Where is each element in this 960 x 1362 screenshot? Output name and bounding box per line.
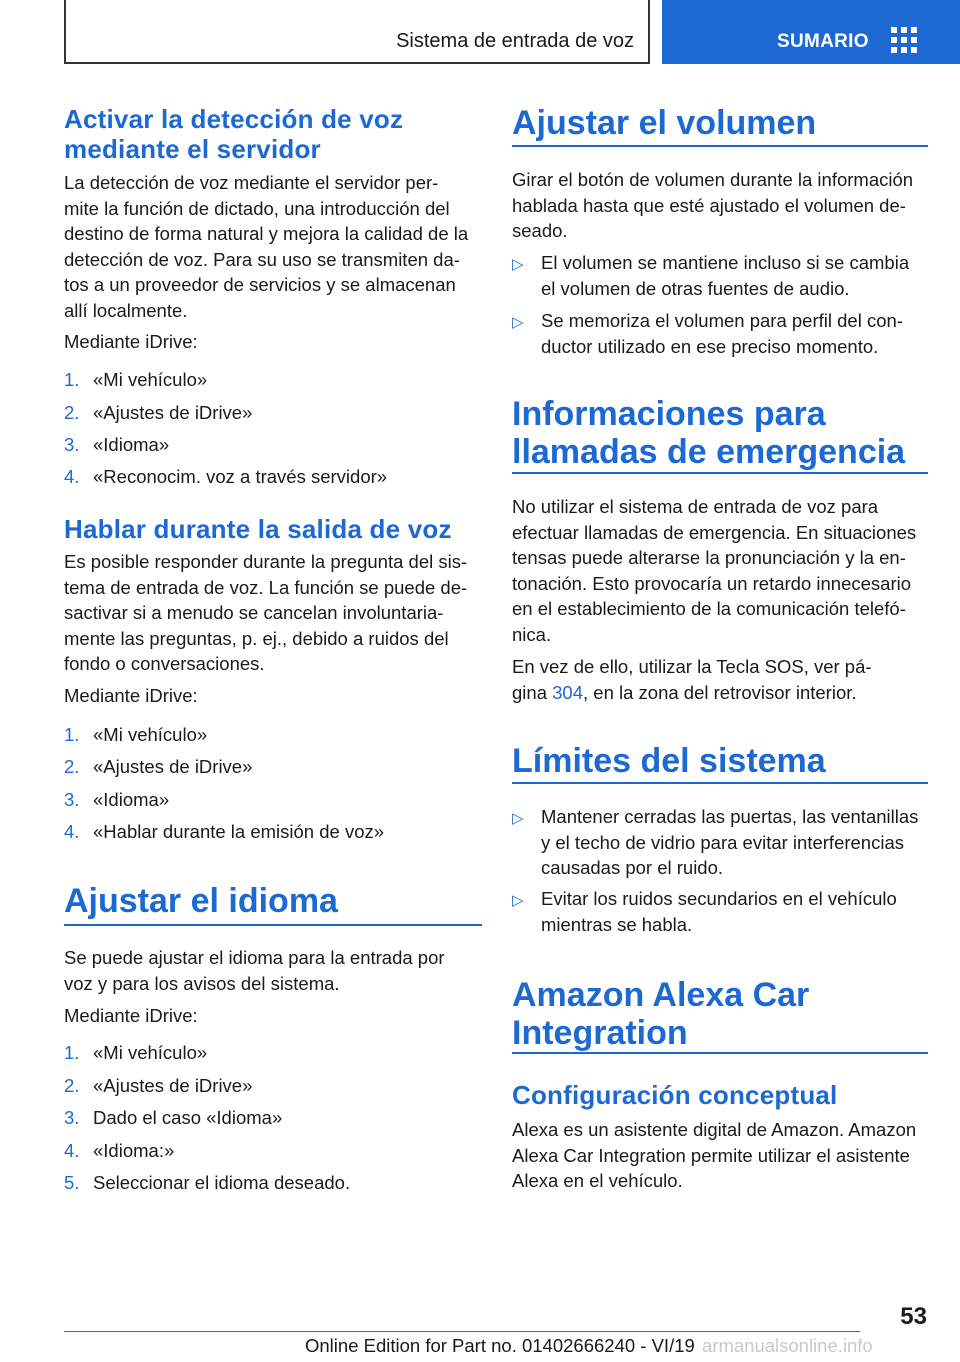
paragraph-tecla-sos: En vez de ello, utilizar la Tecla SOS, ver pá‐ gina 304, en la zona del retrovisor interior.: [512, 656, 872, 703]
step-text: «Mi vehículo»: [93, 369, 208, 390]
heading-ajustar-idioma: Ajustar el idioma: [64, 882, 338, 920]
heading-hablar-salida-voz: Hablar durante la salida de voz: [64, 514, 452, 544]
paragraph-deteccion-servidor: La detección de voz mediante el servidor per‐ mite la función de dictado, una introducción del destino de forma natural y mejora la calidad de la detección de voz. Para su uso se transmiten da‐ tos a un proveedor de servicios y se almacenan allí localmente.: [64, 172, 469, 321]
bullet-text: Se memoriza el volumen para perfil del con‐ ductor utilizado en ese preciso momento.: [541, 310, 903, 357]
step-text: Seleccionar el idioma deseado.: [93, 1172, 351, 1193]
watermark: armanualsonline.info: [702, 1335, 873, 1356]
heading-amazon-alexa: Amazon Alexa Car Integration: [512, 976, 810, 1052]
heading-configuracion-conceptual: Configuración conceptual: [512, 1080, 838, 1110]
bullet-text: Evitar los ruidos secundarios en el vehículo mientras se habla.: [541, 888, 897, 935]
step-number: 4.: [64, 466, 80, 487]
page-number: 53: [900, 1303, 927, 1330]
heading-underline: [512, 145, 928, 147]
bullet-text: El volumen se mantiene incluso si se cambia el volumen de otras fuentes de audio.: [541, 252, 910, 299]
step-text: «Hablar durante la emisión de voz»: [93, 821, 385, 842]
step-text: «Reconocim. voz a través servidor»: [93, 466, 388, 487]
paragraph-ajustar-volumen: Girar el botón de volumen durante la información hablada hasta que esté ajustado el volumen de‐ seado.: [512, 169, 914, 241]
step-number: 2.: [64, 402, 80, 423]
bullet-marker: ▷: [512, 256, 524, 273]
step-number: 3.: [64, 789, 80, 810]
page-link[interactable]: 304: [552, 681, 583, 703]
summary-button-label: SUMARIO: [777, 31, 869, 52]
heading-underline: [512, 472, 928, 474]
step-text: «Mi vehículo»: [93, 724, 208, 745]
section-title: Sistema de entrada de voz: [396, 30, 634, 52]
bullet-marker: ▷: [512, 810, 524, 827]
step-text: «Ajustes de iDrive»: [93, 1075, 253, 1096]
paragraph-alexa: Alexa es un asistente digital de Amazon. Amazon Alexa Car Integration permite utilizar el asistente Alexa en el vehículo.: [512, 1119, 917, 1191]
paragraph-emergencia: No utilizar el sistema de entrada de voz para efectuar llamadas de emergencia. En situaciones tensas puede alterarse la pronunciación y la en‐ tonación. Esto provocaría un retardo innecesario en el establecimiento de la comunicación telefó‐ nica.: [512, 496, 917, 645]
grid-icon: [891, 27, 917, 53]
step-number: 1.: [64, 1042, 80, 1063]
heading-underline: [64, 924, 482, 926]
paragraph-ajustar-idioma: Se puede ajustar el idioma para la entrada por voz y para los avisos del sistema.: [64, 947, 445, 994]
heading-llamadas-emergencia: Informaciones para llamadas de emergencia: [512, 395, 906, 471]
footer-rule: [64, 1331, 860, 1332]
step-text: «Idioma:»: [93, 1140, 175, 1161]
summary-button[interactable]: [662, 0, 960, 64]
heading-underline: [512, 1052, 928, 1054]
step-number: 2.: [64, 756, 80, 777]
bullet-marker: ▷: [512, 314, 524, 331]
step-number: 4.: [64, 1140, 80, 1161]
via-idrive-label: Mediante iDrive:: [64, 1005, 198, 1026]
step-number: 2.: [64, 1075, 80, 1096]
step-text: «Idioma»: [93, 789, 170, 810]
header-section-box: [64, 0, 650, 64]
bullet-text: Mantener cerradas las puertas, las ventanillas y el techo de vidrio para evitar interferencias causadas por el ruido.: [541, 806, 919, 878]
edition-text: Online Edition for Part no. 01402666240 - VI/19: [305, 1335, 695, 1356]
heading-activar-deteccion: Activar la detección de voz mediante el servidor: [64, 104, 404, 164]
heading-underline: [512, 782, 928, 784]
step-text: «Mi vehículo»: [93, 1042, 208, 1063]
step-text: «Idioma»: [93, 434, 170, 455]
heading-ajustar-volumen: Ajustar el volumen: [512, 104, 817, 142]
step-number: 5.: [64, 1172, 80, 1193]
step-text: Dado el caso «Idioma»: [93, 1107, 283, 1128]
step-number: 3.: [64, 434, 80, 455]
step-text: «Ajustes de iDrive»: [93, 402, 253, 423]
step-number: 1.: [64, 369, 80, 390]
step-number: 4.: [64, 821, 80, 842]
step-number: 3.: [64, 1107, 80, 1128]
step-number: 1.: [64, 724, 80, 745]
via-idrive-label: Mediante iDrive:: [64, 331, 198, 352]
bullet-marker: ▷: [512, 892, 524, 909]
paragraph-hablar-salida: Es posible responder durante la pregunta del sis‐ tema de entrada de voz. La función se puede de‐ sactivar si a menudo se cancelan involuntaria‐ mente las preguntas, p. ej., debido a ruidos del fondo o conversaciones.: [64, 551, 468, 674]
step-text: «Ajustes de iDrive»: [93, 756, 253, 777]
via-idrive-label: Mediante iDrive:: [64, 685, 198, 706]
heading-limites-sistema: Límites del sistema: [512, 742, 826, 780]
